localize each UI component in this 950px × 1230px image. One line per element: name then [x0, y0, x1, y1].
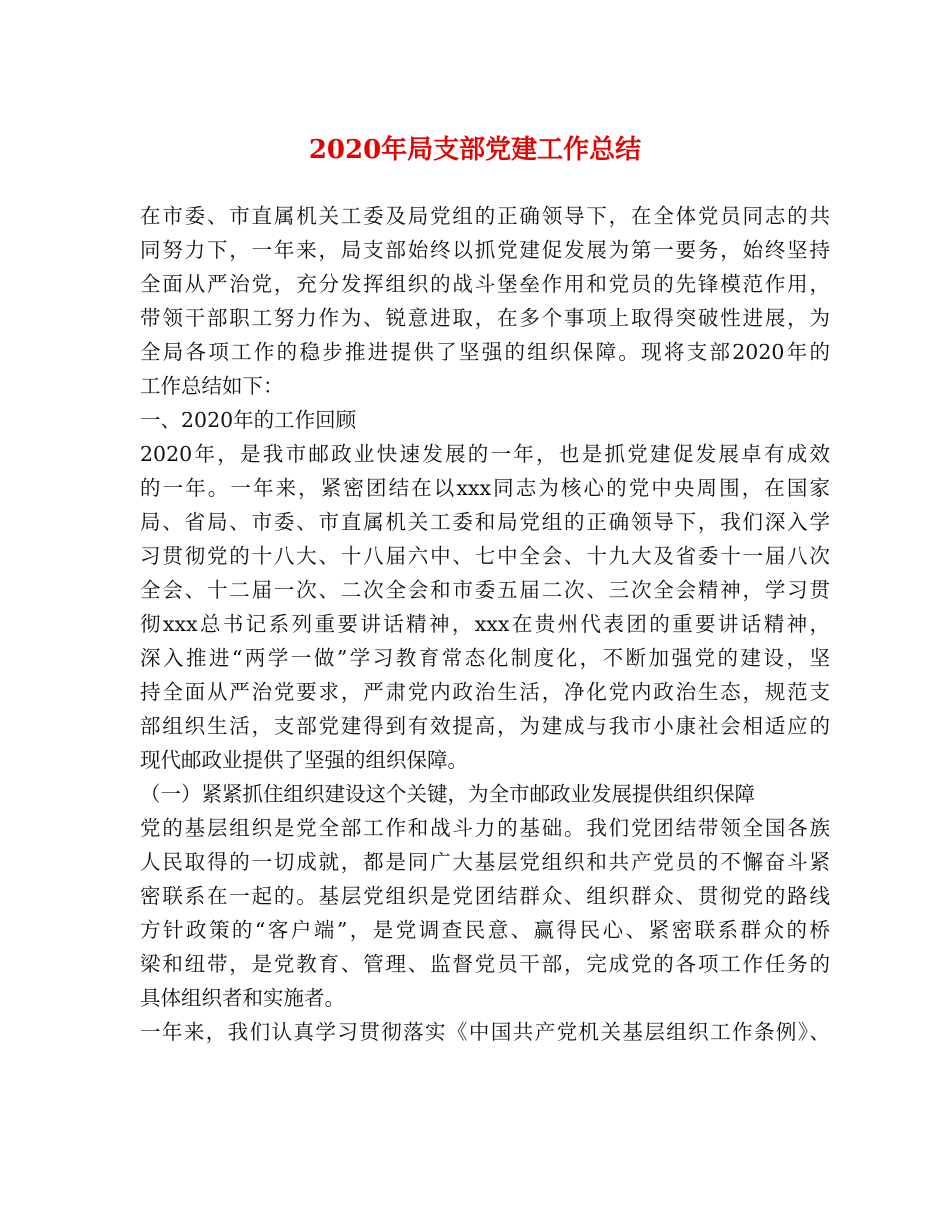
text-line: 一、2020年的工作回顾 — [140, 408, 357, 432]
text-line: 习贯彻党的十八大、十八届六中、七中全会、十九大及省委十一届八次 — [140, 544, 830, 568]
text-line: （一）紧紧抓住组织建设这个关键，为全市邮政业发展提供组织保障 — [140, 782, 755, 806]
text-line: 持全面从严治党要求，严肃党内政治生活，净化党内政治生态，规范支 — [140, 680, 830, 704]
text-line: 深入推进“两学一做”学习教育常态化制度化，不断加强党的建设，坚 — [140, 646, 830, 670]
text-line: 密联系在一起的。基层党组织是党团结群众、组织群众、贯彻党的路线 — [140, 884, 830, 908]
document-body — [140, 199, 830, 1049]
text-line: 现代邮政业提供了坚强的组织保障。 — [140, 748, 468, 772]
text-line: 一年来，我们认真学习贯彻落实《中国共产党机关基层组织工作条例》、 — [140, 1020, 830, 1044]
text-line: 2020年，是我市邮政业快速发展的一年，也是抓党建促发展卓有成效 — [140, 442, 830, 466]
text-line: 全面从严治党，充分发挥组织的战斗堡垒作用和党员的先锋模范作用， — [140, 272, 830, 296]
text-line: 方针政策的“客户端”，是党调查民意、赢得民心、紧密联系群众的桥 — [140, 918, 830, 942]
text-line: 带领干部职工努力作为、锐意进取，在多个事项上取得突破性进展，为 — [140, 306, 830, 330]
text-line: 全会、十二届一次、二次全会和市委五届二次、三次全会精神，学习贯 — [140, 578, 830, 602]
text-line: 工作总结如下： — [140, 374, 284, 398]
text-line: 局、省局、市委、市直属机关工委和局党组的正确领导下，我们深入学 — [140, 510, 830, 534]
text-line: 在市委、市直属机关工委及局党组的正确领导下，在全体党员同志的共 — [140, 204, 830, 228]
document-title: 2020年局支部党建工作总结 — [308, 135, 642, 165]
text-line: 同努力下，一年来，局支部始终以抓党建促发展为第一要务，始终坚持 — [140, 238, 830, 262]
text-line: 具体组织者和实施者。 — [140, 986, 345, 1010]
text-line: 部组织生活，支部党建得到有效提高，为建成与我市小康社会相适应的 — [140, 714, 830, 738]
text-line: 梁和纽带，是党教育、管理、监督党员干部，完成党的各项工作任务的 — [140, 952, 830, 976]
text-line: 党的基层组织是党全部工作和战斗力的基础。我们党团结带领全国各族 — [140, 816, 830, 840]
text-line: 人民取得的一切成就，都是同广大基层党组织和共产党员的不懈奋斗紧 — [140, 850, 830, 874]
text-line: 的一年。一年来，紧密团结在以xxx同志为核心的党中央周围，在国家 — [140, 476, 830, 500]
text-line: 全局各项工作的稳步推进提供了坚强的组织保障。现将支部2020年的 — [140, 340, 830, 364]
text-line: 彻xxx总书记系列重要讲话精神，xxx在贵州代表团的重要讲话精神， — [140, 612, 830, 636]
